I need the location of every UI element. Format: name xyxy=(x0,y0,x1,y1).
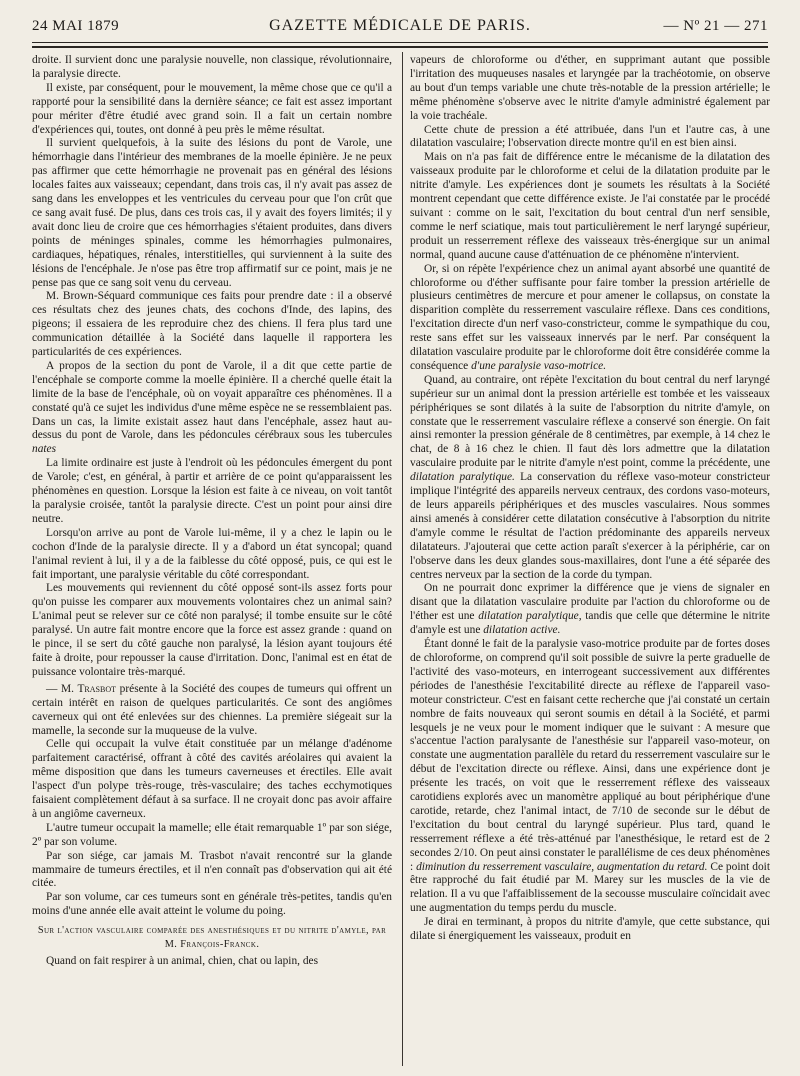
paragraph-text: La conservation du réflexe vaso-moteur constricteur implique l'intégrité des appareils nerveux centraux, des cordons vaso-moteurs, de leurs appareils périphériques et des muscles vasculaires. Nous sommes ainsi amenés à considérer cette dilatation consécutive à l'absorption du nitrite d'amyle comme le résultat de l'action prédominante des appareils nerveux dilatateurs. J'ajouterai que cette action paraît s'exercer à la périphérie, car on l'observe dans les deux glandes sous-maxillaires, dont l'une a été séparée des centres nerveux par la section de la corde du tympan. xyxy=(410,471,770,581)
paragraph: Par son volume, car ces tumeurs sont en générale très-petites, tandis qu'en moins d'une année elle avait atteint le volume du poing. xyxy=(32,891,392,918)
paragraph: Par son siége, car jamais M. Trasbot n'avait rencontré sur la glande mammaire de tumeurs érectiles, et il n'en connaît pas d'observation qui ait été citée. xyxy=(32,849,392,890)
paragraph: Cette chute de pression a été attribuée, dans l'un et l'autre cas, à une dilatation vasculaire; l'observation directe montre qu'il en est bien ainsi. xyxy=(410,123,770,150)
italic-phrase: dilatation paralytique. xyxy=(410,471,515,484)
paragraph xyxy=(32,683,392,739)
paragraph: Il existe, par conséquent, pour le mouvement, la même chose que ce qu'il a rapporté pour la sensibilité dans la dernière séance; ce fait est assez important pour mériter d'être étudié avec grand soin. Il a fait un certain nombre d'expériences qui, toutes, ont donné à peu près le même résultat. xyxy=(32,81,392,136)
paragraph xyxy=(410,638,770,916)
paragraph: La limite ordinaire est juste à l'endroit où les pédoncules émergent du pont de Varole; c'est, en général, à partir et arrière de ce point qu'apparaissent les phénomènes en question. Lorsque la lésion est faite à ce niveau, on voit tantôt la paralysie croisée, tantôt la paralysie directe. C'est un point pour ainsi dire neutre. xyxy=(32,457,392,525)
paragraph-text: On ne pourrait donc exprimer la différence que je viens de signaler en disant que la dilatation vasculaire produite par l'action du chloroforme ou de l'éther est une xyxy=(410,582,770,623)
paragraph: Je dirai en terminant, à propos du nitrite d'amyle, que cette substance, qui dilate si énergiquement les vaisseaux, produit en xyxy=(410,916,770,943)
italic-phrase: d'une paralysie vaso-motrice. xyxy=(471,359,607,372)
paragraph-text: Ce point doit être rapproché du fait étudié par M. Marey sur les muscles de la vie de relation. Il a vu que l'affaiblissement de la secousse musculaire coïncidait avec une augmentation du temps perdu du muscle. xyxy=(410,860,770,915)
italic-term: nates xyxy=(32,443,57,456)
section-title: Sur l'action vasculaire comparée des anesthésiques et du nitrite d'amyle, par M. François-Franck. xyxy=(37,925,387,951)
right-column xyxy=(410,54,770,944)
paragraph: Mais on n'a pas fait de différence entre le mécanisme de la dilatation des vaisseaux produite par le chloroforme et celui de la dilatation produite par le nitrite d'amyle. Les expériences dont je soumets les résultats à la Société montrent cependant que cette différence existe. Je l'ai constatée par le procédé suivant : comme on le sait, l'excitation du bout central d'un nerf sensible, comme le nerf sciatique, mais tout particulièrement le nerf laryngé supérieur, produit un resserrement réflexe des vaisseaux très-énergique sur un animal normal, quand aucune cause d'atténuation de ce phénomène n'intervient. xyxy=(410,151,770,261)
paragraph: Quand on fait respirer à un animal, chien, chat ou lapin, des xyxy=(46,955,319,967)
paragraph-text: Quand, au contraire, ont répète l'excitation du bout central du nerf laryngé supérieur sur un animal dont la pression artérielle est tombée et les vaisseaux périphériques se sont dilatés à la suite de l'absorption du nitrite d'amyle, on constate que le resserrement vasculaire réflexe a conservé son énergie. On fait ainsi remonter la pression générale de 8 centimètres, par exemple, à 14 chez le chat, de 8 à 16 chez le chien. Il faut dès lors admettre que la dilatation vasculaire produite par le nitrite d'amyle n'est point, comme la précédente, une xyxy=(410,373,770,470)
paragraph: L'autre tumeur occupait la mamelle; elle était remarquable 1º par son siége, 2º par son volume. xyxy=(32,821,392,848)
header-rule xyxy=(32,42,768,43)
paragraph: M. Brown-Séquard communique ces faits pour prendre date : il a observé ces résultats chez des jeunes chats, des cochons d'Inde, des lapins, des pigeons; il essaiera de les reproduire chez des chiens. Il fera plus tard une communication détaillée à la Société dans laquelle il rapportera les particularités de ces expériences. xyxy=(32,290,392,359)
left-column xyxy=(32,54,392,969)
paragraph-text: A propos de la section du pont de Varole, il a dit que cette partie de l'encéphale se comporte comme la moelle épinière. Il a cherché quelle était la limite de la base de l'encéphale, où on voyait apparaître ces phénomènes. Il a constaté qu'à ce sujet les individus d'une même espèce ne se ressemblaient pas. Dans un cas, la limite existait assez haut dans l'encéphale, assez haut au-dessus du pont de Varole, dans les pédoncules cérébraux sous les tubercules xyxy=(32,359,392,442)
paragraph-text: tandis que celle que détermine le nitrite d'amyle est une xyxy=(410,610,770,637)
header-rule-thick xyxy=(32,46,768,48)
paragraph: droite. Il survient donc une paralysie nouvelle, non classique, révolutionnaire, la paralysie directe. xyxy=(32,54,392,80)
paragraph: Il survient quelquefois, à la suite des lésions du pont de Varole, une hémorrhagie dans l'intérieur des membranes de la moelle épinière. Je ne peux pas affirmer que cette hémorrhagie ne provenait pas en général des lésions locales faites aux vaisseaux; cependant, dans trois cas, il n'y avait pas assez de sang dans les enveloppes et les ventricules du cerveau pour que l'on crût que ce sang avait fusé. De plus, dans ces trois cas, il y avait des foyers limités; il y avait donc lieu de croire que ces hémorrhagies s'étaient produites, dans divers points de méninges spinales, comme les hémorrhagies pulmonaires, cardiaques, hépatiques, rénales, interstitielles, qui surviennent à la suite des lésions de l'encéphale. Je n'ose pas être trop affirmatif sur ce point, mais je ne pense pas que ce sang soit venu du cerveau. xyxy=(32,137,392,289)
issue-page-number: — Nº 21 — 271 xyxy=(663,18,768,34)
paragraph: Les mouvements qui reviennent du côté opposé sont-ils assez forts pour qu'on puisse les comparer aux mouvements volontaires chez un animal sain? L'animal peut se relever sur ce côté non paralysé; il tombe ensuite sur le côté paralysé. Un autre fait montre encore que la force est assez grande : quand on le pince, il se sert du côté gauche non paralysé, la lésion ayant toujours été faite à droite, pour repousser la cause d'irritation. Donc, l'animal est en état de puissance volontaire très-marqué. xyxy=(32,582,392,678)
paragraph-text: Or, si on répète l'expérience chez un animal ayant absorbé une quantité de chloroforme ou d'éther suffisante pour faire tomber la pression artérielle de plusieurs centimètres de mercure et pour amener le collapsus, on constate la disparition complète du resserrement vasculaire réflexe. Dans ces conditions, l'excitation directe d'un nerf vaso-constricteur, comme le sympathique du cou, reste sans effet sur les vaisseaux innervés par le nerf. Par conséquent la dilatation vasculaire produite par le chloroforme doit être considérée comme la conséquence xyxy=(410,262,770,372)
paragraph xyxy=(410,374,770,583)
paragraph: Celle qui occupait la vulve était constituée par un mélange d'adénome parfaitement caractérisé, offrant à côté des cavités aréolaires qui avaient la même disposition que dans les tumeurs caverneuses et érectiles. Elle avait l'aspect d'un polype très-rouge, très-vasculaire; des taches ecchymotiques faisaient complètement défaut à sa surface. Il ne croyait donc pas avoir affaire à un angiôme caverneux. xyxy=(32,738,392,820)
paragraph xyxy=(32,360,392,457)
paragraph: Lorsqu'on arrive au pont de Varole lui-même, il y a chez le lapin ou le cochon d'Inde de la paralysie directe. Il y a d'abord un état syncopal; quand l'animal revient à lui, il y a de la faiblesse du côté opposé, puis, ce qui est le fait important, une paralysie véritable du côté correspondant. xyxy=(32,526,392,581)
page-header xyxy=(32,12,768,38)
paragraph-text: Étant donné le fait de la paralysie vaso-motrice produite par de fortes doses de chloroforme, on comprend qu'il soit possible de suivre la perte graduelle de l'activité des vaso-moteurs, en interrogeant successivement aux différentes périodes de l'anesthésie l'excitabilité directe au réflexe de l'appareil vaso-moteur constricteur. C'est en faisant cette recherche que j'ai constaté un certain nombre de faits nouveaux qui seront soumis en détail à la Société, et parmi lesquels je ne veux pour le moment indiquer que le suivant : A mesure que s'accentue l'action paralysante de l'anesthésie sur l'appareil vaso-moteur, on constate une augmentation parallèle du retard du resserrement vasculaire sur le début de l'excitation directe ou réflexe. Ainsi, dans une expérience dont je présente les tracés, on voit que le resserrement réflexe des vaisseaux carotidiens explorés avec un manomètre appliqué au bout périphérique d'une carotide, retarde, chez l'animal intact, de 7/10 de seconde sur le début de l'excitation du bout central du laryngé supérieur. Plus tard, quand le resserrement réflexe a été très-atténué par l'anesthésique, le retard est de 2 secondes 2/10. On peut ainsi constater le parallélisme de ces deux phénomènes : xyxy=(410,638,770,873)
column-divider xyxy=(402,52,403,1066)
speaker-name: — M. Trasbot xyxy=(46,682,116,695)
issue-date: 24 MAI 1879 xyxy=(32,18,120,34)
paragraph: vapeurs de chloroforme ou d'éther, en supprimant autant que possible l'irritation des muqueuses nasales et laryngée par la trachéotomie, on observe au bout d'un temps variable une chute très-notable de la pression artérielle; le même phénomène s'observe avec le nitrite d'amyle administré également par la voie trachéale. xyxy=(410,54,770,122)
italic-phrase: diminution du resserrement vasculaire, augmentation du retard. xyxy=(416,860,708,873)
paragraph xyxy=(410,582,770,638)
italic-phrase: dilatation active. xyxy=(483,624,561,637)
italic-phrase: dilatation paralytique, xyxy=(478,610,582,623)
journal-title: GAZETTE MÉDICALE DE PARIS. xyxy=(269,17,531,34)
paragraph xyxy=(410,263,770,374)
paragraph-text: présente à la Société des coupes de tumeurs qui offrent un certain intérêt en raison de quelques particularités. Ce sont des angiômes caverneux qui ont été enlevées sur des chiennes. La première siégeait sur la mamelle, la seconde sur la muqueuse de la vulve. xyxy=(32,682,392,737)
